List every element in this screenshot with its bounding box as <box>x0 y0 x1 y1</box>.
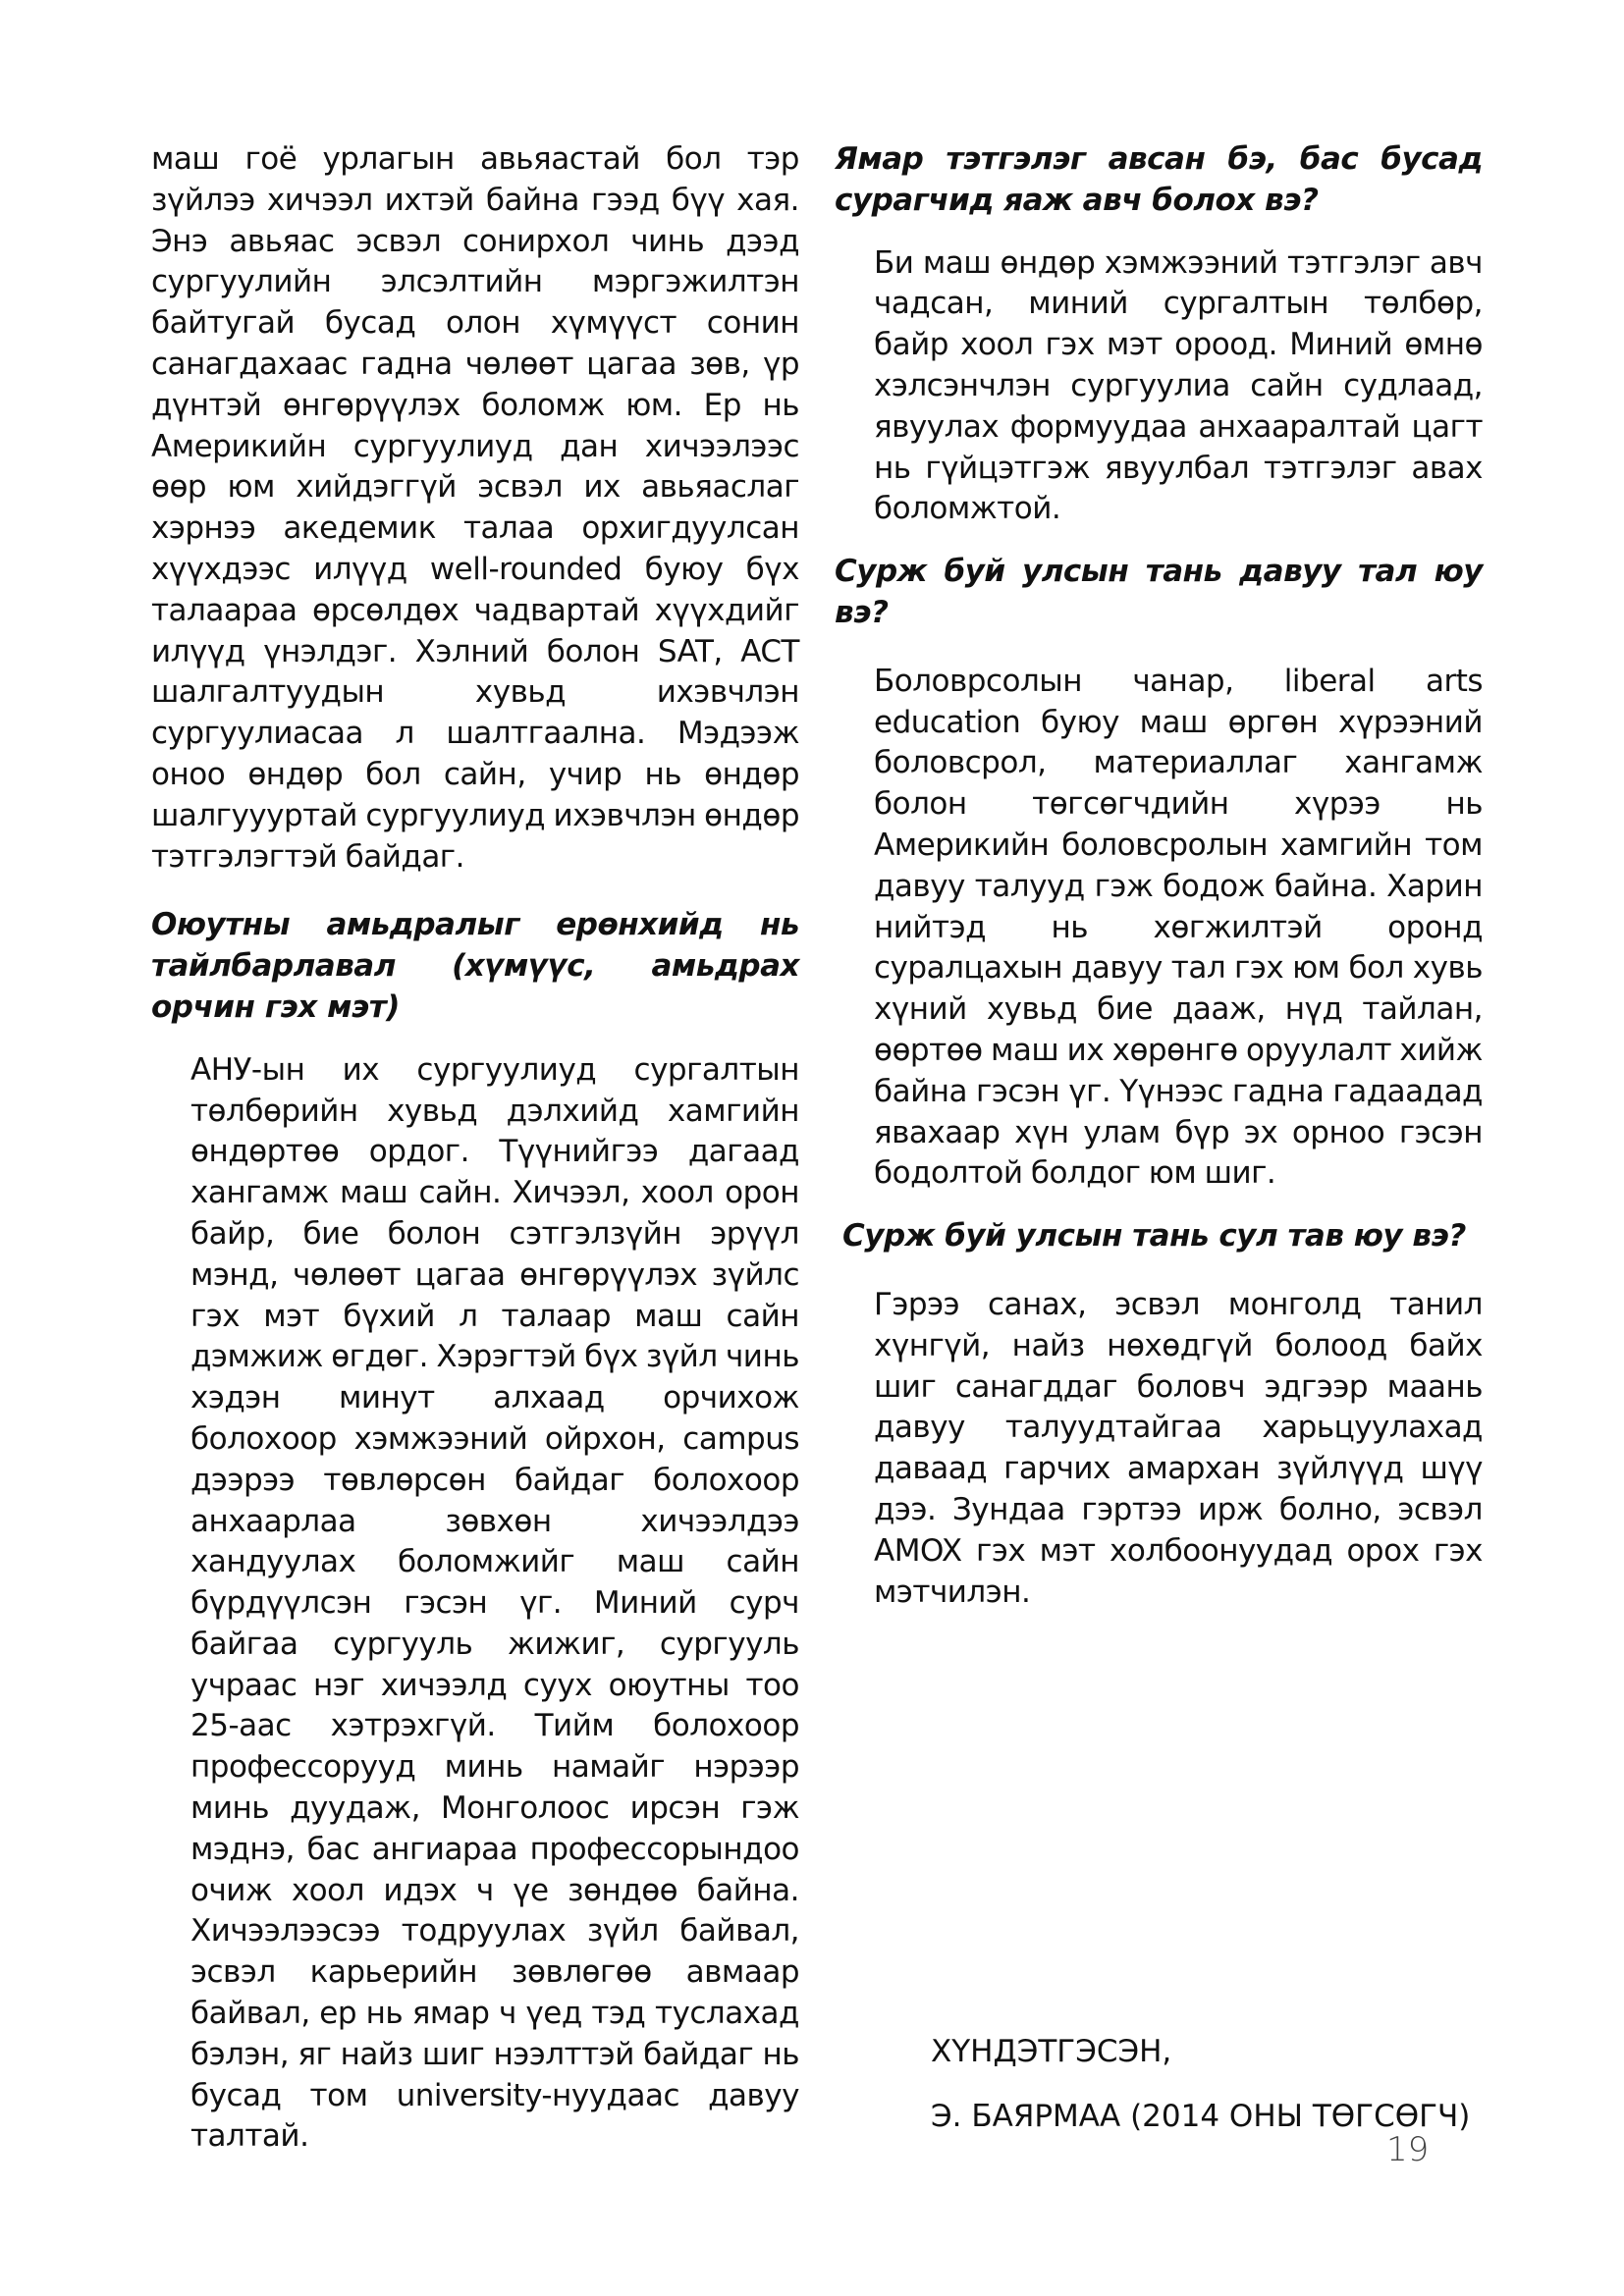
signature-spacer <box>931 2073 1470 2097</box>
signature-closing: ХҮНДЭТГЭСЭН, <box>931 2034 1172 2069</box>
left-paragraph-intro: маш гоё урлагын авьяастай бол тэр зүйлээ хичээл ихтэй байна гээд бүү хая. Энэ авьяас эсвэл сонирхол чинь дээд сургуулийн элсэлтийн мэргэжилтэн байтугай бусад олон хүмүүст сонин санагдахаас гадна чөлөөт цагаа зөв, үр дүнтэй өнгөрүүлэх боломж юм. Ер нь Америкийн сургуулиуд дан хичээлээс өөр юм хийдэггүй эсвэл их авьяаслаг хэрнээ акедемик талаа орхигдуулсан хүүхдээс илүүд well-rounded буюу бүх талаараа өрсөлдөх чадвартай хүүхдийг илүүд үнэлдэг. Хэлний болон SAT, ACT шалгалтуудын хувьд ихэвчлэн сургуулиасаа л шалтгаална. Мэдээж оноо өндөр бол сайн, учир нь өндөр шалгуууртай сургуулиуд ихэвчлэн өндөр тэтгэлэгтэй байдаг. <box>151 141 799 875</box>
left-column <box>151 139 799 2158</box>
answer-disadvantages: Гэрээ санах, эсвэл монголд танил хүнгүй, найз нөхөдгүй болоод байх шиг санагддаг боловч эдгээр маань давуу талуудтайгаа харьцуулахад даваад гарчих амархан зүйлүүд шүү дээ. Зундаа гэртээ ирж болно, эсвэл AMOX гэх мэт холбоонуудад орох гэх мэтчилэн. <box>874 1286 1483 1610</box>
question-student-life: Оюутны амьдралыг ерөнхийд нь тайлбарлавал (хүмүүс, амьдрах орчин гэх мэт) <box>151 907 799 1025</box>
page-number: 19 <box>1386 2130 1430 2169</box>
question-scholarship: Ямар тэтгэлэг авсан бэ, бас бусад сурагчид яаж авч болох вэ? <box>835 141 1483 218</box>
answer-scholarship: Би маш өндөр хэмжээний тэтгэлэг авч чадсан, миний сургалтын төлбөр, байр хоол гэх мэт ороод. Миний өмнө хэлсэнчлэн сургуулиа сайн судлаад, явуулах формуудаа анхааралтай цагт нь гүйцэтгэж явуулбал тэтгэлэг авах боломжтой. <box>874 244 1483 527</box>
question-disadvantages: Сурж буй улсын тань сул тав юу вэ? <box>842 1218 1466 1255</box>
signature-author: Э. БАЯРМАА (2014 ОНЫ ТӨГСӨГЧ) <box>931 2098 1471 2134</box>
answer-advantages: Боловрсолын чанар, liberal arts education буюу маш өргөн хүрээний боловсрол, материаллаг хангамж болон төгсөгчдийн хүрээ нь Америкийн боловсролын хамгийн том давуу талууд гэж бодож байна. Харин нийтэд нь хөгжилтэй оронд суралцахын давуу тал гэх юм бол хувь хүний хувьд бие дааж, нүд тайлан, өөртөө маш их хөрөнгө оруулалт хийж байна гэсэн үг. Үүнээс гадна гадаадад явахаар хүн улам бүр эх орноо гэсэн бодолтой болдог юм шиг. <box>874 663 1483 1192</box>
right-column <box>835 139 1483 1613</box>
question-advantages: Сурж буй улсын тань давуу тал юу вэ? <box>835 554 1483 630</box>
answer-student-life: АНУ-ын их сургуулиуд сургалтын төлбөрийн хувьд дэлхийд хамгийн өндөртөө ордог. Түүнийгээ дагаад хангамж маш сайн. Хичээл, хоол орон байр, бие болон сэтгэлзүйн эрүүл мэнд, чөлөөт цагаа өнгөрүүлэх зүйлс гэх мэт бүхий л талаар маш сайн дэмжиж өгдөг. Хэрэгтэй бүх зүйл чинь хэдэн минут алхаад орчихож болохоор хэмжээний ойрхон, campus дээрээ төвлөрсөн байдаг болохоор анхаарлаа зөвхөн хичээлдээ хандуулах боломжийг маш сайн бүрдүүлсэн гэсэн үг. Миний сурч байгаа сургууль жижиг, сургууль учраас нэг хичээлд суух оюутны тоо 25-аас хэтрэхгүй. Тийм болохоор профессорууд минь намайг нэрээр минь дуудаж, Монголоос ирсэн гэж мэднэ, бас ангиараа профессорындоо очиж хоол идэх ч үе зөндөө байна. Хичээлээсээ тодруулах зүйл байвал, эсвэл карьерийн зөвлөгөө авмаар байвал, ер нь ямар ч үед тэд туслахад бэлэн, яг найз шиг нээлттэй байдаг нь бусад том university-нуудаас давуу талтай. <box>190 1051 799 2155</box>
signature-block <box>931 2032 1470 2138</box>
